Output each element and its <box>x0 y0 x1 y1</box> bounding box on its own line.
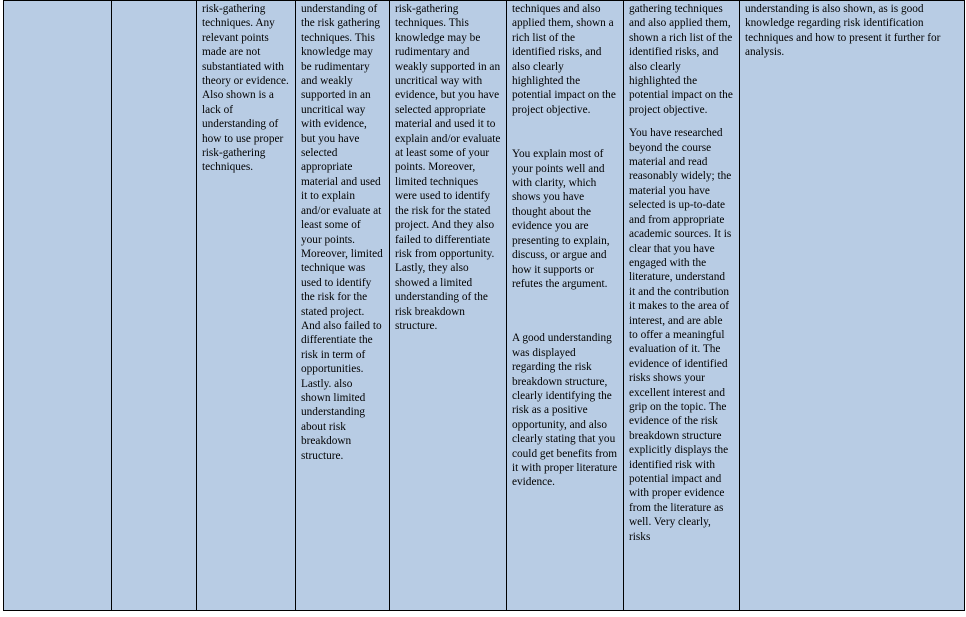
rubric-cell-distinction <box>624 1 740 611</box>
rubric-cell-merit <box>507 1 624 611</box>
rubric-cell-pass-low <box>296 1 390 611</box>
empty-cell-1 <box>4 1 112 611</box>
cell-text: You explain most of your points well and with clarity, which shows you have thought about the evidence you are presenting to explain, discuss, or argue and how it supports or refutes the argument. <box>512 148 610 290</box>
page-bottom-margin <box>0 611 966 617</box>
cell-text: gathering techniques and also applied them, shown a rich list of the identified risks, and also clearly highlighted the potential impact on the project objective. <box>629 3 733 116</box>
cell-text: understanding is also shown, as is good knowledge regarding risk identification techniques and how to present it further for analysis. <box>745 3 941 59</box>
cell-text: understanding of the risk gathering techniques. This knowledge may be rudimentary and weakly supported in an uncritical way with evidence, but you have selected appropriate material and used it to explain and/or evaluate at least some of your points. Moreover, limited technique was used to identify the risk for the stated project. And also failed to differentiate the risk in term of opportunities. Lastly. also shown limited understanding about risk breakdown structure. <box>301 3 383 462</box>
grading-rubric-table <box>3 0 965 611</box>
cell-text: risk-gathering techniques. This knowledge may be rudimentary and weakly supported in an uncritical way with evidence, but you have selected appropriate material and used it to explain and/or evaluate at least some of your points. Moreover, limited techniques were used to identify the risk for the stated project. And they also failed to differentiate risk from opportunity. Lastly, they also showed a limited understanding of the risk breakdown structure. <box>395 3 501 332</box>
empty-cell-2 <box>112 1 197 611</box>
rubric-cell-fail <box>197 1 296 611</box>
cell-text: techniques and also applied them, shown a rich list of the identified risks, and also clearly highlighted the potential impact on the project objective. <box>512 3 616 116</box>
rubric-table-region <box>3 0 966 617</box>
table-row <box>4 1 965 611</box>
rubric-cell-pass <box>390 1 507 611</box>
cell-text: You have researched beyond the course material and read reasonably widely; the material you have selected is up-to-date and from appropriate academic sources. It is clear that you have engaged with the literature, understand it and the contribution it makes to the area of interest, and are able to offer a meaningful evaluation of it. The evidence of identified risks shows your excellent interest and grip on the topic. The evidence of the risk breakdown structure explicitly displays the identified risk with potential impact and with proper evidence from the literature as well. Very clearly, risks <box>629 127 732 543</box>
cell-text: risk-gathering techniques. Any relevant points made are not substantiated with theory or evidence. Also shown is a lack of understanding of how to use proper risk-gathering techniques. <box>202 3 289 174</box>
cell-text: A good understanding was displayed regarding the risk breakdown structure, clearly identifying the risk as a positive opportunity, and also clearly stating that you could get benefits from it with proper literature evidence. <box>512 332 618 489</box>
rubric-cell-excellent <box>740 1 965 611</box>
